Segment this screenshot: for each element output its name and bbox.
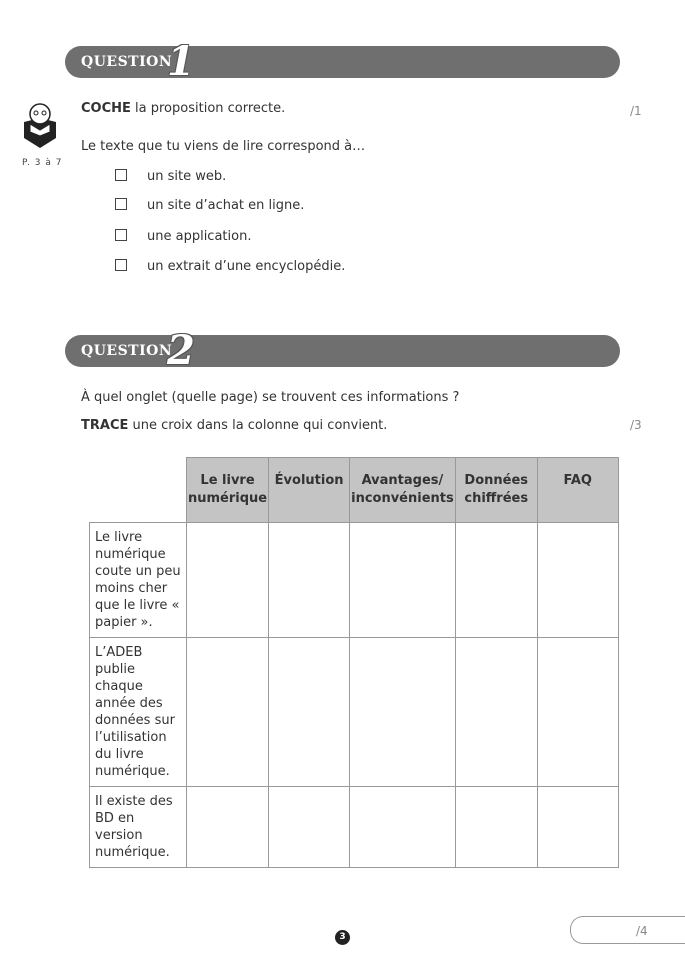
answer-table <box>89 457 619 868</box>
checkbox[interactable] <box>115 169 127 181</box>
answer-cell[interactable] <box>350 638 456 787</box>
answer-cell[interactable] <box>269 523 350 638</box>
answer-cell[interactable] <box>269 638 350 787</box>
answer-cell[interactable] <box>350 787 456 868</box>
option-label: un extrait d’une encyclopédie. <box>147 259 346 274</box>
instruction-verb: COCHE <box>81 101 131 116</box>
answer-cell[interactable] <box>537 638 618 787</box>
option-2[interactable] <box>115 198 304 213</box>
question-1-banner <box>65 38 620 85</box>
question-2-text: À quel onglet (quelle page) se trouvent ces informations ? <box>81 390 460 405</box>
option-4[interactable] <box>115 259 345 274</box>
column-header: Données chiffrées <box>455 458 537 523</box>
question-1-label: QUESTION <box>81 54 173 70</box>
answer-cell[interactable] <box>537 787 618 868</box>
question-2-label: QUESTION <box>81 343 173 359</box>
answer-cell[interactable] <box>187 638 269 787</box>
question-1-instruction <box>81 101 285 116</box>
question-2-instruction <box>81 418 387 433</box>
answer-cell[interactable] <box>269 787 350 868</box>
page-reference: P. 3 à 7 <box>22 158 63 168</box>
column-header: Le livre numérique <box>187 458 269 523</box>
answer-cell[interactable] <box>187 787 269 868</box>
checkbox[interactable] <box>115 229 127 241</box>
instruction-text: une croix dans la colonne qui convient. <box>128 418 388 433</box>
answer-cell[interactable] <box>350 523 456 638</box>
table-header-row <box>90 458 619 523</box>
table-row <box>90 638 619 787</box>
row-label: Le livre numérique coute un peu moins cher que le livre « papier ». <box>90 523 187 638</box>
table-corner <box>90 458 187 523</box>
question-2-banner <box>65 327 620 374</box>
column-header: Évolution <box>269 458 350 523</box>
checkbox[interactable] <box>115 259 127 271</box>
question-1-prompt: Le texte que tu viens de lire correspond à… <box>81 139 366 154</box>
question-1-score: /1 <box>630 104 642 118</box>
answer-cell[interactable] <box>455 638 537 787</box>
answer-cell[interactable] <box>455 523 537 638</box>
table-row <box>90 523 619 638</box>
table-row <box>90 787 619 868</box>
answer-cell[interactable] <box>537 523 618 638</box>
question-2-number: 2 <box>167 327 195 374</box>
reader-icon <box>22 100 58 150</box>
answer-cell[interactable] <box>187 523 269 638</box>
column-header: Avantages/ inconvénients <box>350 458 456 523</box>
page-number: 3 <box>335 930 350 945</box>
total-score-box <box>570 916 685 944</box>
column-header: FAQ <box>537 458 618 523</box>
instruction-text: la proposition correcte. <box>130 101 286 116</box>
option-label: une application. <box>147 229 252 244</box>
checkbox[interactable] <box>115 198 127 210</box>
question-2-score: /3 <box>630 418 642 432</box>
row-label: L’ADEB publie chaque année des données sur l’utilisation du livre numérique. <box>90 638 187 787</box>
option-1[interactable] <box>115 169 226 184</box>
total-score: /4 <box>636 924 648 938</box>
option-label: un site web. <box>147 169 227 184</box>
row-label: Il existe des BD en version numérique. <box>90 787 187 868</box>
option-label: un site d’achat en ligne. <box>147 198 305 213</box>
option-3[interactable] <box>115 229 251 244</box>
question-1-number: 1 <box>167 38 195 85</box>
answer-cell[interactable] <box>455 787 537 868</box>
instruction-verb: TRACE <box>81 418 129 433</box>
